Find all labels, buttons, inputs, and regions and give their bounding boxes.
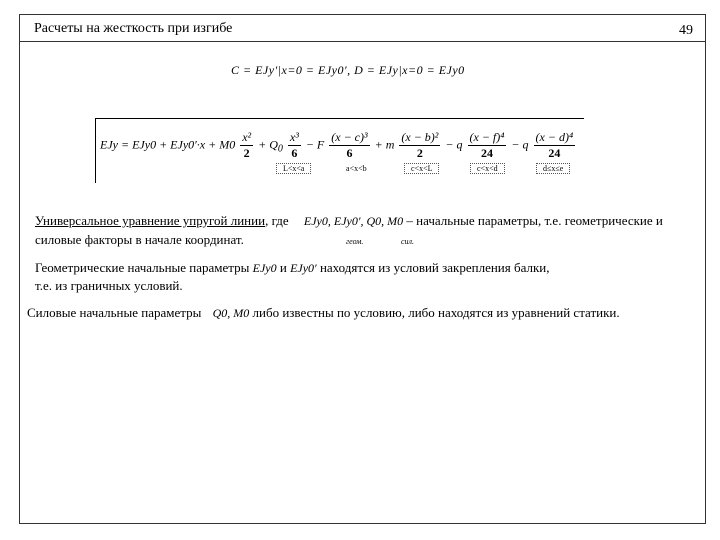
q0-fraction: $\frac{\text{x³}}{6}$ <box>289 130 299 160</box>
interval-label-4: c<x<d <box>470 164 505 173</box>
m0-fraction: $\frac{\text{x²}}{2}$ <box>242 130 252 160</box>
f-fraction: $\frac{\text{(x − c)³}}{6}$ <box>331 130 368 160</box>
interval-label-3: c<x<L <box>404 164 439 173</box>
brace-label-geometric: геом. <box>346 237 364 246</box>
title-divider <box>20 41 705 42</box>
slide-title: Расчеты на жесткость при изгибе <box>34 21 233 36</box>
q2-fraction: $\frac{\text{(x − d)⁴}}{24}$ <box>535 130 574 160</box>
universal-equation-term: Универсальное уравнение упругой линии <box>35 213 266 228</box>
constants-formula: C = EJy′|x=0 = EJy0′, D = EJy|x=0 = EJy0 <box>231 63 465 77</box>
paragraph-geometric: Геометрические начальные параметры EJy0 и EJy0′ находятся из условий закрепления балки, <box>35 260 550 275</box>
paragraph-force: Силовые начальные параметры Q0, M0 либо известны по условию, либо находятся из уравнений статики. <box>27 305 620 320</box>
interval-label-1: L<x<a <box>276 164 311 173</box>
brace-label-force: сил. <box>401 237 415 246</box>
m-fraction: $\frac{\text{(x − b)²}}{2}$ <box>401 130 439 160</box>
interval-label-5: d≤x≤e <box>536 164 570 173</box>
q1-fraction: $\frac{\text{(x − f)⁴}}{24}$ <box>469 130 505 160</box>
interval-label-2: a<x<b <box>346 164 367 173</box>
universal-lhs: EJy = EJy0 + EJy0′·x + M0 <box>100 137 236 152</box>
page-number: 49 <box>679 23 693 38</box>
paragraph-universal: Универсальное уравнение упругой линии, где EJy0, EJy0′, Q0, M0 – начальные параметры, т.е. геометрические и <box>35 213 663 228</box>
universal-equation: EJy = EJy0 + EJy0′·x + M0 $\frac{\text{x²}}{2}$ + $Q_0$ $\frac{\text{x³}}{6}$ − F $\frac{\text{(x − c)³}}{6}$ + m $\frac{\text{(x − b)²}}{2}$ − q $\frac{\text{(x − f)⁴}}{24}$ − q $\frac{\text{(x − d)⁴}}{24}$ L<x<a a<x<b c<x<L c<x<d d≤x≤e <box>95 118 584 183</box>
initial-params-math: EJy0, EJy0′, Q0, M0 <box>303 214 404 228</box>
paragraph-universal-line2: силовые факторы в начале координат. <box>35 232 244 247</box>
paragraph-geometric-line2: т.е. из граничных условий. <box>35 278 183 293</box>
